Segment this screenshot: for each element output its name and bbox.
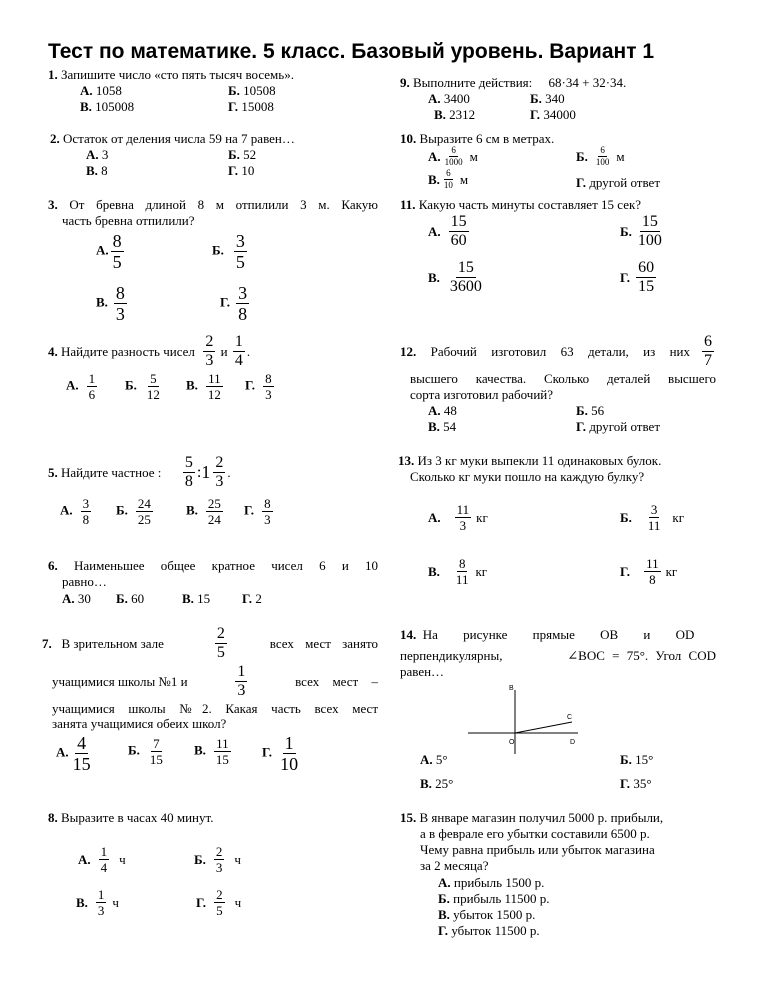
option-d[interactable]: Г. $\frac{11}{8}$ кг: [620, 556, 678, 587]
option-a[interactable]: А. 1058: [80, 83, 122, 98]
option-a[interactable]: А. 5°: [420, 752, 448, 767]
option-b[interactable]: Б. $\frac{2}{3}$ ч: [194, 844, 241, 875]
ray-oc: [515, 722, 572, 733]
question-text: 14. На рисунке прямые OB и OD: [400, 627, 695, 642]
question-text: Запишите число «сто пять тысяч восемь».: [61, 67, 294, 82]
option-c[interactable]: В. $\frac{6}{10}$ м: [428, 168, 469, 190]
option-b[interactable]: Б. $\frac{3}{11}$ кг: [620, 502, 685, 533]
question-text: Найдите частное :: [61, 464, 162, 480]
option-d[interactable]: Г. $\frac{3}{8}$: [220, 283, 248, 324]
option-b[interactable]: Б. $\frac{24}{25}$: [116, 496, 151, 527]
option-d[interactable]: Г. 2: [242, 591, 262, 606]
option-d[interactable]: Г. $\frac{60}{15}$: [620, 259, 655, 295]
option-a[interactable]: А. 48: [428, 403, 457, 418]
option-d[interactable]: Г. другой ответ: [576, 175, 660, 190]
question-text-cont: часть бревна отпилили?: [62, 213, 195, 228]
question-text: Наименьшее общее кратное чисел 6 и 10: [73, 558, 379, 573]
option-b[interactable]: Б. прибыль 11500 р.: [438, 891, 550, 906]
option-b[interactable]: Б. 60: [116, 591, 145, 606]
option-a[interactable]: А. 3400: [428, 91, 470, 106]
option-c[interactable]: В. $\frac{1}{3}$ ч: [76, 887, 119, 918]
option-c[interactable]: В. 54: [428, 419, 457, 434]
option-b[interactable]: Б. 10508: [228, 83, 276, 98]
question-text: В январе магазин получил 5000 р. прибыли,: [419, 810, 664, 825]
question-text: В зрительном зале: [61, 635, 164, 651]
question-text: Выполните действия:: [413, 75, 533, 90]
option-b[interactable]: Б. $\frac{7}{15}$: [128, 736, 163, 767]
option-c[interactable]: В. 15: [182, 591, 211, 606]
option-a[interactable]: А. $\frac{1}{4}$ ч: [78, 844, 126, 875]
option-c[interactable]: В. $\frac{8}{11}$ кг: [428, 556, 488, 587]
question-text: Рабочий изготовил 63 детали, из них: [430, 343, 691, 359]
option-d[interactable]: Г. $\frac{2}{5}$ ч: [196, 887, 242, 918]
option-a[interactable]: А. $\frac{6}{1000}$ м: [428, 145, 478, 167]
option-b[interactable]: Б. 15°: [620, 752, 654, 767]
question-text: Остаток от деления числа 59 на 7 равен…: [63, 131, 295, 146]
option-b[interactable]: Б. $\frac{5}{12}$: [125, 371, 160, 402]
option-c[interactable]: В. $\frac{15}{3600}$: [428, 259, 482, 295]
question-number: 2.: [50, 131, 60, 146]
option-a[interactable]: А. 30: [62, 591, 91, 606]
question-text: Выразите 6 см в метрах.: [419, 131, 555, 146]
question-text: От бревна длиной 8 м отпилили 3 м. Какую: [69, 197, 379, 212]
option-b[interactable]: Б. 340: [530, 91, 565, 106]
label-o: O: [509, 739, 515, 746]
option-c[interactable]: В. 2312: [434, 107, 476, 122]
option-c[interactable]: В. 105008: [80, 99, 135, 114]
option-b[interactable]: Б. $\frac{15}{100}$: [620, 213, 662, 249]
option-c[interactable]: В. убыток 1500 р.: [438, 907, 536, 922]
label-b: B: [509, 685, 514, 692]
option-b[interactable]: Б. 56: [576, 403, 605, 418]
question-text-cont: равно…: [62, 574, 107, 589]
question-number: 1.: [48, 67, 58, 82]
question-text: Из 3 кг муки выпекли 11 одинаковых булок.: [417, 453, 662, 468]
option-a[interactable]: А. прибыль 1500 р.: [438, 875, 545, 890]
option-d[interactable]: Г. 35°: [620, 776, 652, 791]
option-c[interactable]: В. $\frac{11}{15}$: [194, 736, 229, 767]
option-d[interactable]: Г. 34000: [530, 107, 576, 122]
perpendicular-lines-figure: [460, 680, 590, 760]
option-d[interactable]: Г. $\frac{8}{3}$: [245, 371, 272, 402]
option-b[interactable]: Б. $\frac{3}{5}$: [212, 231, 245, 272]
option-d[interactable]: Г. 10: [228, 163, 255, 178]
option-d[interactable]: Г. убыток 11500 р.: [438, 923, 540, 938]
option-c[interactable]: В. $\frac{25}{24}$: [186, 496, 221, 527]
label-c: C: [567, 714, 573, 721]
option-a[interactable]: А. $\frac{11}{3}$ кг: [428, 502, 488, 533]
option-a[interactable]: А. 3: [86, 147, 109, 162]
option-c[interactable]: В. $\frac{11}{12}$: [186, 371, 221, 402]
option-a[interactable]: А. $\frac{15}{60}$: [428, 213, 467, 249]
option-b[interactable]: Б. $\frac{6}{100}$ м: [576, 145, 625, 167]
question-text: Какую часть минуты составляет 15 сек?: [418, 197, 642, 212]
option-c[interactable]: В. 8: [86, 163, 108, 178]
page-title: Тест по математике. 5 класс. Базовый уровень. Вариант 1: [48, 40, 655, 63]
option-a[interactable]: А. $\frac{4}{15}$: [56, 733, 91, 774]
option-a[interactable]: А. $\frac{3}{8}$: [60, 496, 90, 527]
option-c[interactable]: В. $\frac{8}{3}$: [96, 283, 125, 324]
option-d[interactable]: Г. $\frac{8}{3}$: [244, 496, 271, 527]
question-text: Найдите разность чисел: [61, 343, 195, 359]
option-d[interactable]: Г. другой ответ: [576, 419, 660, 434]
option-d[interactable]: Г. 15008: [228, 99, 274, 114]
label-d: D: [570, 739, 576, 746]
option-a[interactable]: А. $\frac{1}{6}$: [66, 371, 96, 402]
option-c[interactable]: В. 25°: [420, 776, 454, 791]
question-text: Выразите в часах 40 минут.: [61, 810, 214, 825]
option-b[interactable]: Б. 52: [228, 147, 257, 162]
option-a[interactable]: А. $\frac{8}{5}$: [96, 231, 122, 272]
option-d[interactable]: Г. $\frac{1}{10}$: [262, 733, 299, 774]
